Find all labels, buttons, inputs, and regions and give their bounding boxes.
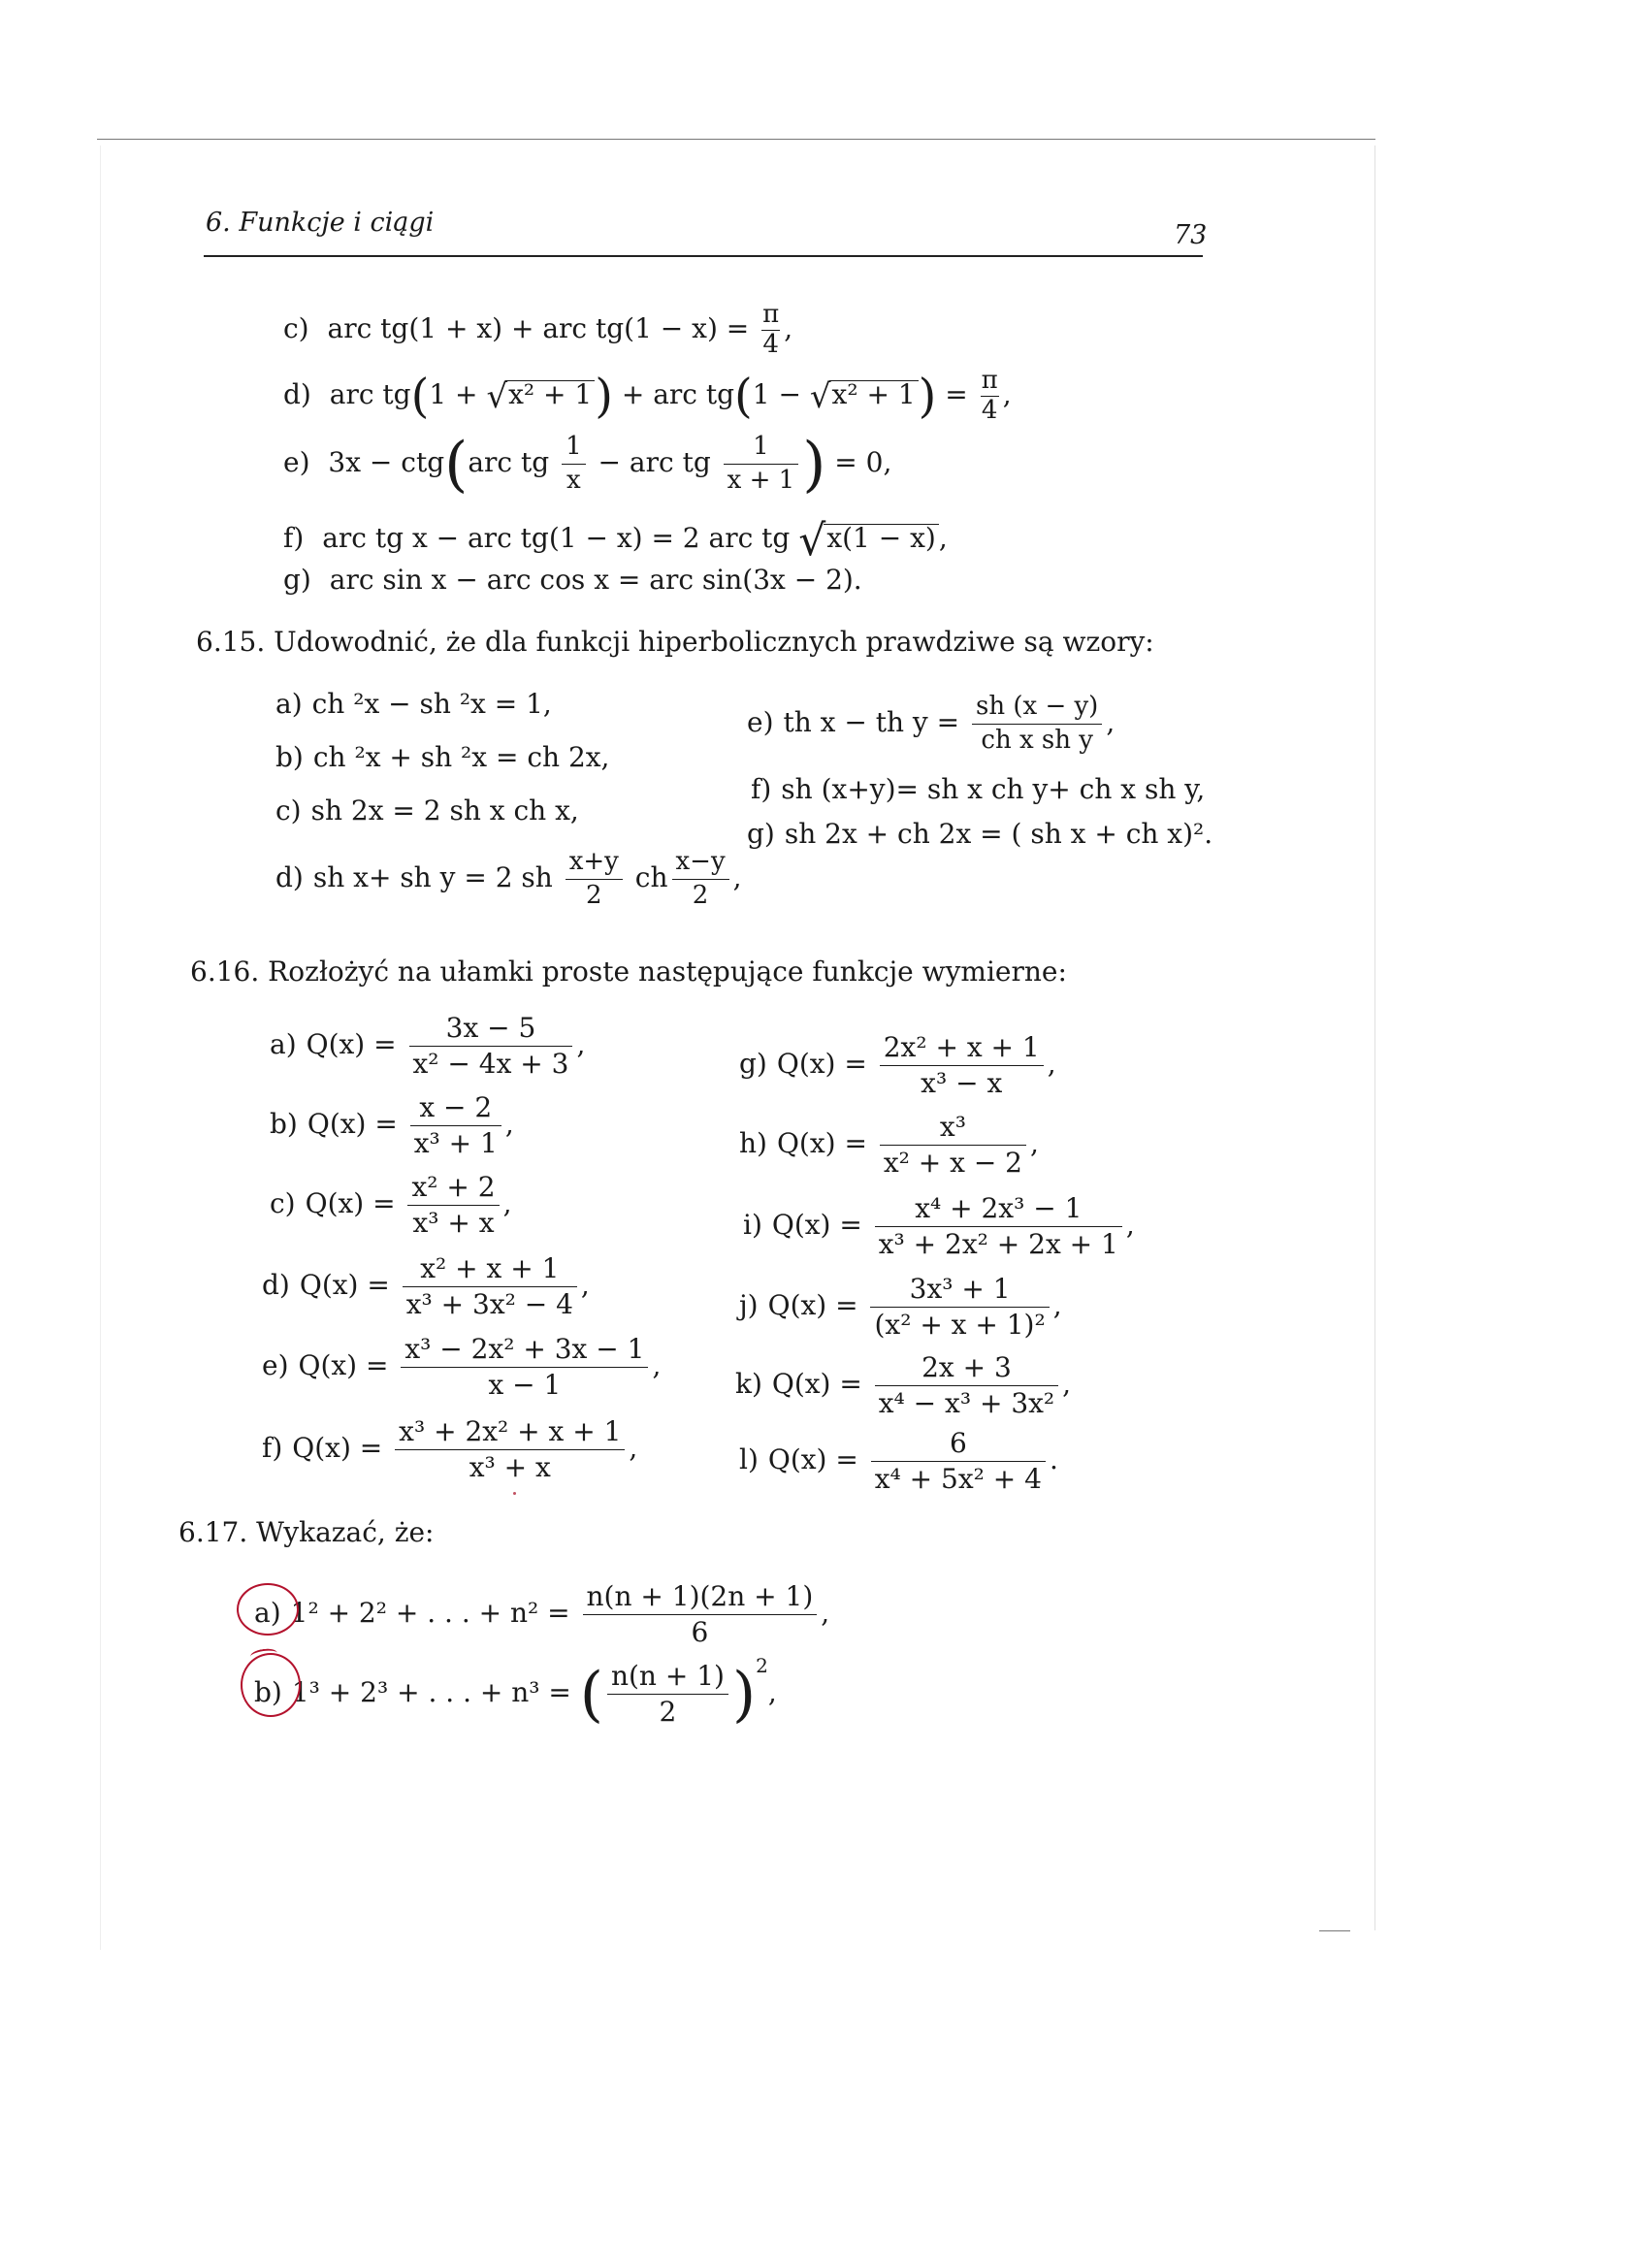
fraction — [395, 1416, 625, 1483]
expression: ch ²x + sh ²x = ch 2x, — [312, 741, 610, 773]
expression: sh 2x = 2 sh x ch x, — [310, 794, 579, 826]
punctuation: , — [580, 1269, 590, 1302]
expression: arc tg(1 + x) + arc tg(1 − x) = — [327, 311, 750, 344]
denominator: (x² + x + 1)² — [874, 1309, 1046, 1342]
expression: sh 2x + ch 2x = ( sh x + ch x)². — [784, 818, 1213, 850]
denominator: x³ + x — [412, 1207, 495, 1240]
item-label: a) — [254, 1597, 281, 1630]
exercise-6-16-k — [735, 1352, 1071, 1419]
numerator: 1 — [724, 433, 799, 465]
fraction — [875, 1193, 1122, 1260]
item-label: b) — [275, 741, 304, 773]
numerator: x³ − 2x² + 3x − 1 — [401, 1334, 648, 1368]
exercise-6-16-f — [262, 1416, 637, 1483]
exercise-6-16-g — [739, 1032, 1056, 1099]
punctuation: , — [1002, 377, 1012, 410]
radical-sign: √ — [809, 376, 831, 416]
numerator: x² + x + 1 — [403, 1253, 577, 1287]
expression: ch ²x − sh ²x = 1, — [311, 688, 552, 720]
right-paren: ) — [802, 428, 826, 500]
left-paren: ( — [734, 369, 753, 424]
scan-edge-bottom — [1319, 1930, 1350, 1931]
function-prefix: Q(x) = — [292, 1432, 383, 1465]
fraction — [583, 1581, 818, 1648]
exercise-6-16-b — [270, 1092, 514, 1159]
item-label: i) — [743, 1209, 762, 1242]
punctuation: , — [767, 1676, 777, 1708]
exercise-6-17-a — [254, 1581, 829, 1648]
right-paren: ) — [918, 369, 937, 424]
expression: th x − th y = — [783, 705, 960, 738]
numerator: 3x − 5 — [409, 1013, 573, 1047]
denominator: ch x sh y — [981, 725, 1093, 755]
radicand: x(1 − x) — [824, 524, 939, 552]
expression: sh x+ sh y = 2 sh — [312, 860, 553, 893]
expression: 3x − ctg — [328, 445, 445, 478]
radicand: x² + 1 — [829, 380, 919, 408]
exercise-6-16-c — [270, 1172, 511, 1239]
item-label: f) — [283, 522, 305, 554]
item-label: c) — [283, 311, 309, 344]
denominator: 4 — [762, 329, 779, 359]
fraction — [981, 367, 999, 426]
punctuation: . — [1049, 1443, 1058, 1476]
punctuation: , — [629, 1432, 638, 1465]
denominator: x + 1 — [727, 465, 795, 495]
expression: ch — [634, 860, 668, 893]
numerator: x⁴ + 2x³ − 1 — [875, 1193, 1122, 1227]
punctuation: , — [652, 1349, 662, 1382]
expression: arc sin x − arc cos x = arc sin(3x − 2). — [329, 564, 862, 596]
punctuation: , — [1047, 1048, 1056, 1081]
function-prefix: Q(x) = — [771, 1209, 862, 1242]
denominator: 2 — [659, 1696, 677, 1728]
numerator: n(n + 1)(2n + 1) — [583, 1581, 818, 1615]
fraction — [607, 1661, 728, 1728]
exercise-6-16-d — [262, 1253, 590, 1320]
item-label: e) — [747, 705, 774, 738]
expression: + arc tg — [621, 377, 735, 410]
punctuation: , — [1106, 705, 1116, 738]
radical-sign: √ — [486, 376, 508, 416]
fraction — [880, 1032, 1044, 1099]
exercise-6-16-l — [739, 1428, 1058, 1495]
fraction — [410, 1092, 501, 1159]
item-label: h) — [739, 1127, 767, 1160]
item-label: a) — [275, 688, 303, 720]
exercise-item-c — [283, 301, 792, 360]
exercise-item-d — [283, 367, 1012, 426]
fraction — [409, 1013, 573, 1080]
exercise-6-16-h — [739, 1112, 1039, 1179]
item-label: f) — [751, 773, 772, 805]
punctuation: , — [504, 1108, 514, 1141]
function-prefix: Q(x) = — [776, 1048, 867, 1081]
denominator: x³ − x — [921, 1067, 1003, 1100]
expression: = 0, — [834, 445, 892, 478]
numerator: x² + 2 — [407, 1172, 499, 1206]
equals-sign: = — [945, 377, 968, 410]
item-label: c) — [275, 794, 302, 826]
fraction — [761, 301, 780, 360]
function-prefix: Q(x) = — [771, 1368, 862, 1401]
fraction — [562, 433, 586, 496]
numerator: π — [981, 366, 998, 395]
expression: 1 − — [752, 377, 801, 410]
exercise-item-g — [283, 564, 862, 596]
item-label: g) — [747, 818, 775, 850]
punctuation: , — [784, 311, 793, 344]
numerator: x+y — [566, 848, 623, 880]
item-label: e) — [283, 445, 310, 478]
punctuation: , — [1125, 1209, 1135, 1242]
denominator: x³ + 2x² + 2x + 1 — [878, 1228, 1118, 1261]
exercise-6-15-d — [275, 848, 742, 911]
punctuation: , — [938, 522, 948, 554]
fraction — [724, 433, 799, 496]
denominator: x² + x − 2 — [883, 1147, 1022, 1180]
right-paren: ) — [595, 369, 613, 424]
exercise-6-15-g — [747, 818, 1213, 850]
exercise-6-15-f — [751, 773, 1206, 805]
function-prefix: Q(x) = — [305, 1187, 396, 1220]
function-prefix: Q(x) = — [776, 1127, 867, 1160]
ink-speck — [513, 1492, 516, 1495]
exercise-6-16-a — [270, 1013, 585, 1080]
fraction — [880, 1112, 1026, 1179]
radical-sign: √ — [798, 516, 826, 566]
denominator: x³ + x — [469, 1451, 551, 1484]
page-number: 73 — [1174, 220, 1208, 250]
item-label: j) — [739, 1289, 759, 1322]
denominator: x — [566, 465, 581, 495]
fraction — [871, 1428, 1046, 1495]
punctuation: , — [502, 1187, 512, 1220]
item-label: l) — [739, 1443, 759, 1476]
denominator: x⁴ + 5x² + 4 — [874, 1463, 1042, 1496]
left-paren: ( — [410, 369, 430, 424]
scan-edge-left — [100, 146, 101, 1950]
punctuation: , — [1030, 1127, 1039, 1160]
denominator: x² − 4x + 3 — [412, 1048, 569, 1081]
expression: arc tg x − arc tg(1 − x) = 2 arc tg — [322, 522, 791, 554]
function-prefix: Q(x) = — [299, 1269, 390, 1302]
punctuation: , — [576, 1028, 586, 1061]
left-paren: ( — [579, 1658, 603, 1730]
problem-6-17-heading: 6.17. Wykazać, że: — [178, 1516, 435, 1548]
numerator: x³ + 2x² + x + 1 — [395, 1416, 625, 1450]
denominator: x³ + 1 — [413, 1127, 498, 1160]
fraction — [972, 693, 1102, 756]
function-prefix: Q(x) = — [298, 1349, 389, 1382]
item-label: e) — [262, 1349, 289, 1382]
fraction — [401, 1334, 648, 1401]
handwritten-circle-a — [237, 1583, 299, 1636]
exercise-6-15-e — [747, 693, 1115, 756]
item-label: k) — [735, 1368, 762, 1401]
running-head: 6. Funkcje i ciągi — [206, 208, 435, 238]
punctuation: , — [821, 1597, 830, 1630]
numerator: x − 2 — [410, 1092, 501, 1126]
expression: arc tg — [468, 445, 550, 478]
exponent: 2 — [756, 1654, 768, 1677]
header-rule — [204, 255, 1203, 257]
numerator: π — [762, 300, 780, 329]
exercise-6-16-i — [743, 1193, 1135, 1260]
fraction — [870, 1274, 1049, 1341]
exercise-item-f — [283, 516, 948, 566]
expression: sh (x+y)= sh x ch y+ ch x sh y, — [781, 773, 1206, 805]
exercise-6-15-b — [275, 741, 610, 773]
fraction — [403, 1253, 577, 1320]
numerator: x−y — [672, 848, 729, 880]
denominator: 4 — [981, 395, 998, 425]
right-paren: ) — [731, 1658, 757, 1730]
expression: − arc tg — [598, 445, 711, 478]
exercise-6-17-b — [254, 1656, 777, 1728]
exercise-6-15-a — [275, 688, 552, 720]
function-prefix: Q(x) = — [767, 1289, 858, 1322]
item-label: c) — [270, 1187, 296, 1220]
numerator: 2x² + x + 1 — [880, 1032, 1044, 1066]
punctuation: , — [1062, 1368, 1072, 1401]
exercise-item-e — [283, 428, 892, 500]
fraction — [566, 848, 623, 911]
handwritten-circle-b — [241, 1653, 301, 1717]
numerator: x³ — [880, 1112, 1026, 1146]
item-label: g) — [739, 1048, 767, 1081]
item-label: b) — [254, 1676, 282, 1708]
expression: 1 + — [429, 377, 478, 410]
expression: 1³ + 2³ + . . . + n³ = — [291, 1676, 571, 1708]
function-prefix: Q(x) = — [306, 1028, 397, 1061]
function-prefix: Q(x) = — [767, 1443, 858, 1476]
radicand: x² + 1 — [505, 380, 595, 408]
problem-6-16-heading: 6.16. Rozłożyć na ułamki proste następujące funkcje wymierne: — [190, 956, 1067, 988]
denominator: 2 — [586, 880, 602, 910]
denominator: x − 1 — [488, 1369, 562, 1402]
punctuation: , — [1052, 1289, 1062, 1322]
exercise-6-15-c — [275, 794, 579, 826]
numerator: 3x³ + 1 — [870, 1274, 1049, 1308]
numerator: sh (x − y) — [972, 693, 1102, 725]
fraction — [407, 1172, 499, 1239]
scan-edge-right — [1374, 146, 1375, 1930]
denominator: x³ + 3x² − 4 — [405, 1288, 573, 1321]
fraction — [875, 1352, 1058, 1419]
numerator: n(n + 1) — [607, 1661, 728, 1695]
item-label: a) — [270, 1028, 297, 1061]
function-prefix: Q(x) = — [307, 1108, 398, 1141]
punctuation: , — [732, 860, 742, 893]
item-label: d) — [283, 377, 311, 410]
fraction — [672, 848, 729, 911]
numerator: 1 — [562, 433, 586, 465]
exercise-6-16-j — [739, 1274, 1062, 1341]
item-label: b) — [270, 1108, 298, 1141]
problem-6-15-heading: 6.15. Udowodnić, że dla funkcji hiperbolicznych prawdziwe są wzory: — [196, 626, 1154, 658]
denominator: 6 — [691, 1616, 709, 1649]
expression: arc tg — [329, 377, 411, 410]
item-label: g) — [283, 564, 311, 596]
expression: 1² + 2² + . . . + n² = — [290, 1597, 570, 1630]
exercise-6-16-e — [262, 1334, 661, 1401]
item-label: d) — [262, 1269, 290, 1302]
item-label: f) — [262, 1432, 283, 1465]
numerator: 2x + 3 — [875, 1352, 1058, 1386]
scan-edge-top — [97, 139, 1375, 140]
denominator: x⁴ − x³ + 3x² — [878, 1387, 1055, 1420]
denominator: 2 — [692, 880, 709, 910]
numerator: 6 — [871, 1428, 1046, 1462]
left-paren: ( — [444, 428, 469, 500]
item-label: d) — [275, 860, 304, 893]
